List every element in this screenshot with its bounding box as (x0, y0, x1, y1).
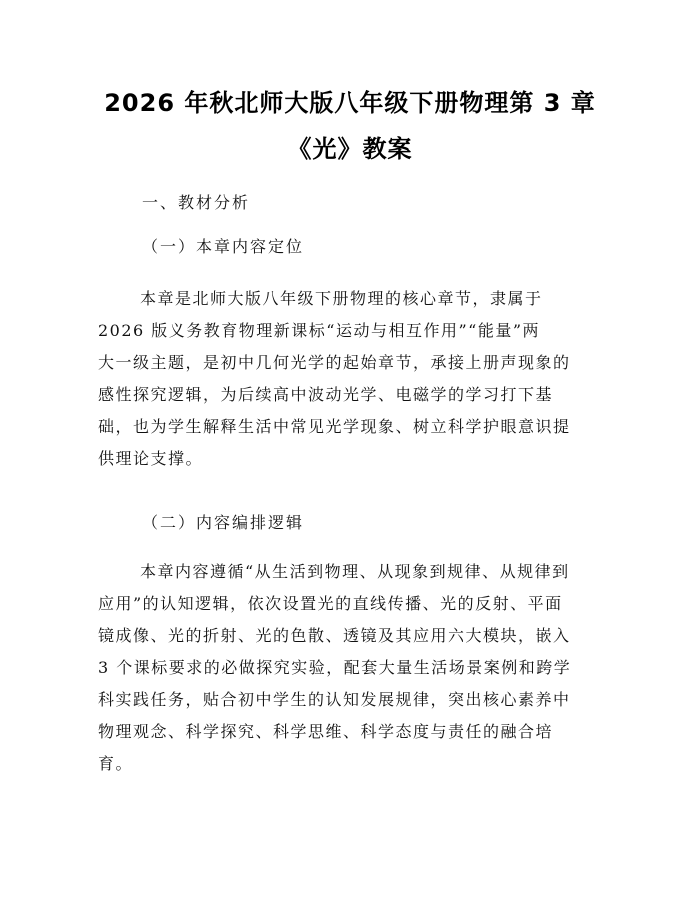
subsection-heading-content-logic: （二）内容编排逻辑 (142, 513, 305, 532)
document-title-line-2: 《光》教案 (287, 135, 413, 163)
paragraph-content-logic (98, 556, 602, 780)
paragraph-line: 本章内容遵循“从生活到物理、从现象到规律、从规律到 (140, 562, 570, 581)
subsection-heading-chapter-positioning: （一）本章内容定位 (142, 237, 305, 256)
paragraph-line: 应用”的认知逻辑，依次设置光的直线传播、光的反射、平面 (98, 594, 563, 613)
paragraph-line: 大一级主题，是初中几何光学的起始章节，承接上册声现象的 (98, 353, 571, 372)
paragraph-line: 3 个课标要求的必做探究实验，配套大量生活场景案例和跨学 (98, 658, 572, 677)
paragraph-line: 镜成像、光的折射、光的色散、透镜及其应用六大模块，嵌入 (98, 626, 571, 645)
paragraph-line: 育。 (98, 754, 134, 773)
paragraph-line: 感性探究逻辑，为后续高中波动光学、电磁学的学习打下基 (98, 385, 554, 404)
paragraph-line: 2026 版义务教育物理新课标“运动与相互作用”“能量”两 (98, 321, 541, 340)
paragraph-line: 供理论支撑。 (98, 449, 204, 468)
paragraph-chapter-positioning (98, 283, 602, 475)
section-heading-textbook-analysis: 一、教材分析 (142, 193, 251, 212)
document-title-line-1: 2026 年秋北师大版八年级下册物理第 3 章 (104, 89, 596, 117)
paragraph-line: 本章是北师大版八年级下册物理的核心章节，隶属于 (140, 289, 543, 308)
paragraph-line: 础，也为学生解释生活中常见光学现象、树立科学护眼意识提 (98, 417, 571, 436)
paragraph-line: 科实践任务，贴合初中学生的认知发展规律，突出核心素养中 (98, 690, 571, 709)
paragraph-line: 物理观念、科学探究、科学思维、科学态度与责任的融合培 (98, 722, 554, 741)
